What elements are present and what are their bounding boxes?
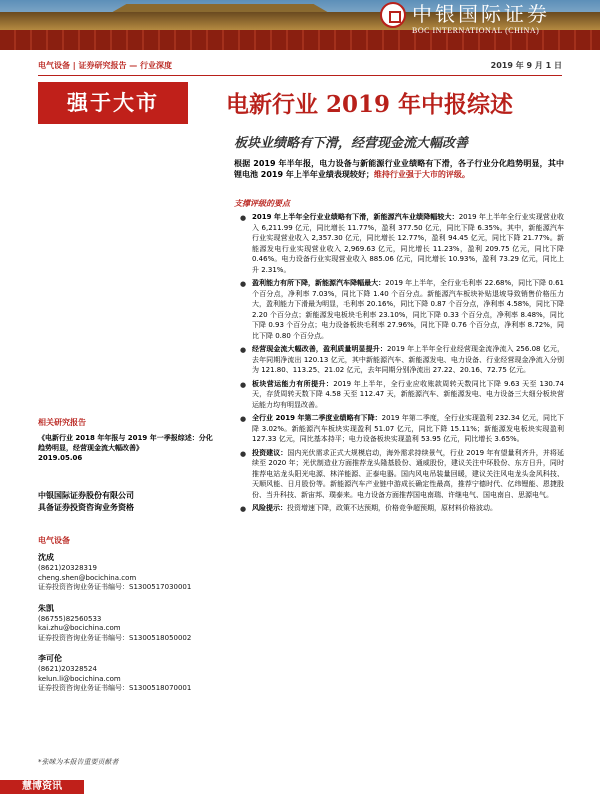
key-point-text: 2019 年上半年全行业经营现金流净流入 256.08 亿元，去年同期净流出 120.13 亿元，其中新能源汽车、新能源发电、电力设备、行业经营现金净流入分别为 121.80、113.25、21.02 亿元，去年同期分别净流出 27.22、20.16、72.75 亿元。 — [252, 345, 565, 374]
key-points-list — [234, 212, 564, 517]
header-banner — [0, 0, 600, 50]
company-name: 中银国际证券股份有限公司 — [38, 491, 134, 500]
related-heading: 相关研究报告 — [38, 418, 86, 427]
key-point — [234, 212, 564, 275]
company-info — [38, 490, 218, 514]
analyst-cert: 证券投资咨询业务证书编号：S1300518050002 — [38, 633, 192, 642]
analysts-heading: 电气设备 — [38, 536, 70, 545]
analyst-card — [38, 653, 218, 694]
key-point-text: 2019 年上半年，全行业毛利率 22.68%，同比下降 0.61 个百分点，净利率 7.03%，同比下降 1.40 个百分点。新能源汽车板块补贴退坡导致销售价格压力大，盈利能力下滑最为明显，毛利率 20.16%，同比下降 0.87 个百分点，净利率 4.58%，同比下降 2.20 个百分点；新能源发电板块毛利率 23.10%，同比下降 0.33 个百分点，净利率 8.48%，同比下降 0.93 个百分点；电力设备板块毛利率 27.96%，同比下降 0.76 个百分点，净利率 8.72%，同比下降 0.80 个百分点。 — [252, 279, 564, 340]
key-point — [234, 413, 564, 445]
key-point — [234, 379, 564, 411]
key-point-text: 2019 年上半年全行业实现营业收入 6,211.99 亿元，同比增长 11.77%，盈利 377.50 亿元，同比下降 6.35%。其中，新能源汽车行业实现营业收入 2,357.30 亿元，同比增长 12.77%，盈利 94.45 亿元，同比下降 21.77%。新能源发电行业实现营业收入 2,969.63 亿元，同比增长 11.23%，盈利 209.75 亿元，同比下降 0.46%。电力设备行业实现营业收入 885.06 亿元，同比增长 10.93%，盈利 73.29 亿元，同比上升 2.31%。 — [252, 213, 564, 274]
key-point-text: 投资增速下降，政策不达预期，价格竞争超预期，原材料价格波动。 — [287, 504, 497, 512]
key-point — [234, 278, 564, 341]
key-point-lead: 2019 年上半年全行业业绩略有下滑，新能源汽车业绩降幅较大： — [252, 213, 459, 221]
key-points-heading: 支撑评级的要点 — [234, 199, 290, 208]
key-point-text: 2019 年第二季度，全行业实现盈利 232.34 亿元，同比下降 3.02%。新能源汽车板块实现盈利 51.07 亿元，同比下降 15.11%；新能源发电板块实现盈利 127.33 亿元，同比基本持平；电力设备板块实现盈利 53.95 亿元，同比增长 3.65%。 — [252, 414, 565, 443]
key-point — [234, 344, 564, 376]
analyst-cert: 证券投资咨询业务证书编号：S1300517030001 — [38, 583, 192, 591]
key-point-lead: 投资建议： — [252, 448, 288, 457]
key-point-lead: 盈利能力有所下降，新能源汽车降幅最大： — [252, 279, 386, 287]
key-point-lead: 板块营运能力有所提升： — [252, 379, 334, 388]
contributor-footnote: *张咪为本报告重要贡献者 — [38, 758, 119, 766]
bullet-icon: ● — [240, 214, 247, 222]
related-report-link[interactable]: 《电新行业 2018 年年报与 2019 年一季报综述：分化趋势明显，经营现金流大幅改善》 — [38, 434, 213, 452]
bullet-icon: ● — [240, 380, 247, 389]
analyst-cert: 证券投资咨询业务证书编号：S1300518070001 — [38, 684, 192, 692]
bullet-icon: ● — [240, 449, 247, 458]
analyst-phone: (8621)20328319 — [38, 564, 97, 572]
report-subtitle: 板块业绩略有下滑，经营现金流大幅改善 — [234, 136, 469, 151]
bullet-icon: ● — [240, 280, 247, 288]
analyst-name: 朱凯 — [38, 603, 54, 613]
related-reports — [38, 417, 218, 462]
analysts-section — [38, 535, 218, 704]
analyst-card — [38, 603, 218, 644]
key-point — [234, 448, 564, 501]
report-category: 电气设备 | 证券研究报告 — 行业深度 — [38, 61, 173, 70]
analyst-name: 李可伦 — [38, 654, 62, 663]
bullet-icon: ● — [240, 505, 247, 513]
analyst-email[interactable]: cheng.shen@bocichina.com — [38, 573, 137, 582]
analyst-card — [38, 552, 218, 593]
key-point-text: 2019 年上半年，全行业应收账款周转天数同比下降 9.63 天至 130.74 天，存货周转天数下降 4.58 天至 112.47 天，新能源汽车、新能源发电、电力设备三大细分板块营运能力均有明显改善。 — [252, 379, 565, 409]
report-meta — [38, 60, 562, 74]
analyst-email[interactable]: kai.zhu@bocichina.com — [38, 624, 121, 632]
key-point — [234, 503, 564, 514]
bank-name-cn: 中银国际证券 — [412, 2, 550, 26]
analyst-email[interactable]: kelun.li@bocichina.com — [38, 674, 121, 683]
analyst-phone: (8621)20328524 — [38, 665, 97, 673]
intro-paragraph — [234, 158, 564, 180]
divider — [38, 75, 562, 76]
analyst-phone: (86755)82560533 — [38, 614, 102, 623]
key-point-lead: 风险提示： — [252, 504, 287, 512]
analyst-name: 沈成 — [38, 553, 54, 562]
intro-emphasis: 维持行业强于大市的评级。 — [373, 170, 470, 179]
related-report-date: 2019.05.06 — [38, 454, 83, 462]
company-qualification: 具备证券投资咨询业务资格 — [38, 503, 134, 512]
bank-name-en: BOC INTERNATIONAL (CHINA) — [412, 26, 540, 35]
watermark-stamp: 慧博资讯 — [0, 780, 84, 794]
report-date: 2019 年 9 月 1 日 — [490, 61, 562, 70]
key-point-text: 国内光伏需求正式大规模启动，海外需求持续景气，行业 2019 年有望量利齐升，并将延续至 2020 年；光伏制造业方面推荐龙头隆基股份、通威股份，建议关注中环股份、东方日升，同时推荐电站龙头阳光电源、林洋能源、正泰电器。国内风电吊装量回暖，建议关注风电龙头金风科技、天顺风能、日月股份等。新能源汽车产业链中游成长确定性最高，推荐宁德时代、亿纬锂能、恩捷股份、当升科技、新宙邦、璞泰来。电力设备方面推荐国电南瑞、许继电气、国电南自、思源电气。 — [252, 448, 565, 499]
intro-text: 根据 2019 年半年报，电力设备与新能源行业业绩略有下滑，各子行业分化趋势明显，其中锂电池 2019 年上半年业绩表现较好； — [234, 159, 564, 179]
report-title: 电新行业 2019 年中报综述 — [226, 91, 514, 118]
key-point-lead: 全行业 2019 年第二季度业绩略有下降： — [252, 414, 382, 422]
bullet-icon: ● — [240, 346, 247, 354]
rating-badge: 强于大市 — [38, 82, 188, 124]
key-point-lead: 经营现金流大幅改善，盈利质量明显提升： — [252, 345, 387, 353]
bullet-icon: ● — [240, 415, 247, 423]
boc-logo-icon — [380, 2, 406, 28]
